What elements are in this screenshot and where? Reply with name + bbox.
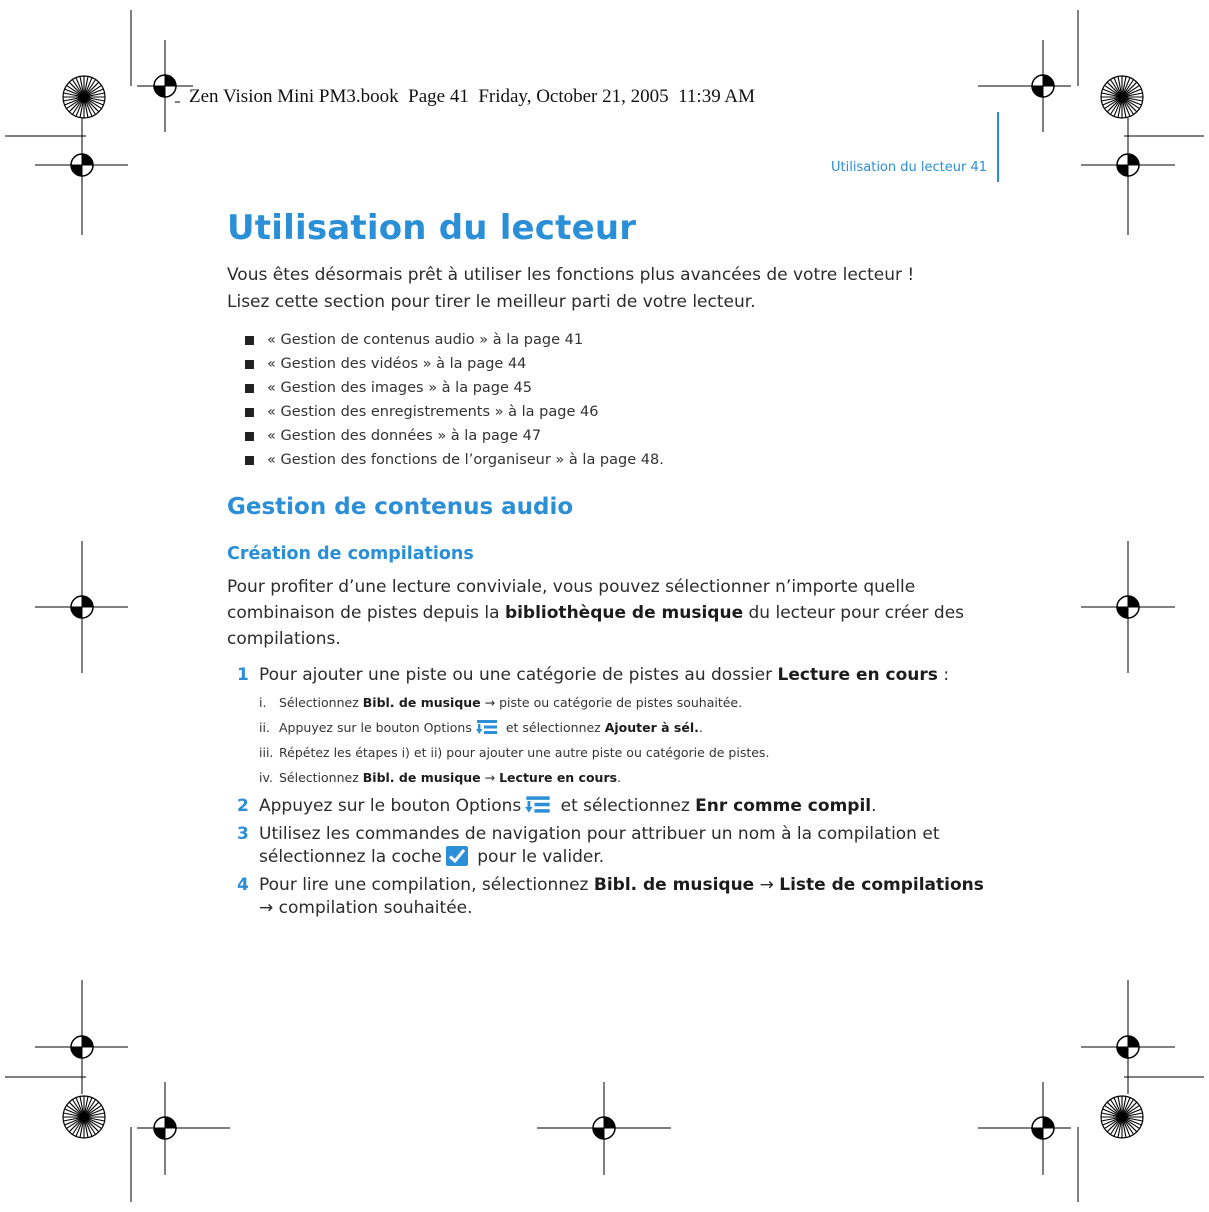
options-icon [524, 795, 552, 814]
substeps-list [259, 690, 987, 790]
arrow-text: → [259, 898, 279, 918]
link-text[interactable]: « Gestion des données » à la page 47 [267, 428, 542, 444]
list-item[interactable] [245, 400, 987, 424]
bullet-icon [245, 336, 254, 345]
step-text: Appuyez sur le bouton Options [259, 796, 522, 816]
substep-iv [259, 765, 987, 790]
checkmark-icon [446, 846, 468, 866]
step-text: et sélectionnez [555, 796, 696, 816]
page-title: Utilisation du lecteur [227, 208, 637, 248]
section-links [227, 328, 987, 472]
step-text: : [937, 665, 950, 685]
step-bold: Liste de compilations [779, 875, 984, 895]
step-text: . [871, 796, 877, 816]
color-bar-icon [63, 76, 105, 118]
step-bold: Enr comme compil [695, 796, 872, 816]
bullet-icon [245, 432, 254, 441]
substep-text: Sélectionnez [279, 770, 363, 785]
arrow-text: → [480, 770, 500, 785]
list-item[interactable] [245, 424, 987, 448]
step-text: Pour ajouter une piste ou une catégorie de pistes au dossier [259, 665, 778, 685]
substep-number: iii. [259, 745, 274, 760]
step-number: 3 [237, 824, 249, 844]
substep-number: iv. [259, 770, 273, 785]
bullet-icon [245, 456, 254, 465]
step-text: compilation souhaitée. [278, 898, 473, 918]
substep-number: i. [259, 695, 267, 710]
arrow-text: → [754, 875, 780, 895]
bullet-icon [245, 384, 254, 393]
intro-line-1: Vous êtes désormais prêt à utiliser les fonctions plus avancées de votre lecteur ! [227, 265, 915, 285]
substep-text: . [698, 720, 703, 735]
link-text[interactable]: « Gestion des fonctions de l’organiseur » à la page 48. [267, 452, 664, 468]
link-text[interactable]: « Gestion de contenus audio » à la page 41 [267, 332, 584, 348]
step-3 [227, 823, 987, 869]
step-4 [227, 874, 987, 920]
color-bar-icon [1101, 1096, 1143, 1138]
page-content [227, 208, 987, 925]
substep-bold: Bibl. de musique [362, 770, 481, 785]
subsection-title: Création de compilations [227, 544, 474, 564]
list-item[interactable] [245, 352, 987, 376]
substep-text: Répétez les étapes i) et ii) pour ajouter une autre piste ou catégorie de pistes. [279, 745, 770, 760]
body-paragraph [227, 574, 987, 652]
para-text: Pour profiter d’une lecture conviviale, vous pouvez sélectionner n’importe quelle combinaison de pistes depuis la [227, 577, 916, 623]
link-text[interactable]: « Gestion des vidéos » à la page 44 [267, 356, 527, 372]
step-number: 4 [237, 875, 249, 895]
para-bold: bibliothèque de musique [504, 603, 744, 623]
list-item[interactable] [245, 328, 987, 352]
step-bold: Lecture en cours [777, 665, 938, 685]
substep-text: Sélectionnez [279, 695, 363, 710]
step-number: 2 [237, 796, 249, 816]
substep-bold: Lecture en cours [499, 770, 618, 785]
section-title: Gestion de contenus audio [227, 494, 574, 520]
substep-text: et sélectionnez [501, 720, 605, 735]
bullet-icon [245, 360, 254, 369]
step-number: 1 [237, 665, 249, 685]
intro-text [227, 262, 987, 316]
substep-text: . [617, 770, 622, 785]
para-text: du lecteur pour créer des compilations. [227, 603, 965, 649]
substep-iii [259, 740, 987, 765]
substep-number: ii. [259, 720, 270, 735]
step-text: Utilisez les commandes de navigation pour attribuer un nom à la compilation et sélectionnez la coche [259, 824, 940, 867]
color-bar-icon [63, 1096, 105, 1138]
step-2 [227, 795, 987, 818]
substep-text: → piste ou catégorie de pistes souhaitée. [480, 695, 743, 710]
options-icon [475, 719, 499, 735]
bullet-icon [245, 408, 254, 417]
step-text: pour le valider. [471, 847, 605, 867]
list-item[interactable] [245, 448, 987, 472]
step-1 [227, 664, 987, 790]
steps-list [227, 664, 987, 920]
print-header: Zen Vision Mini PM3.book Page 41 Friday, October 21, 2005 11:39 AM [189, 86, 756, 107]
running-head: Utilisation du lecteur 41 [831, 160, 987, 175]
substep-text: Appuyez sur le bouton Options [279, 720, 472, 735]
link-text[interactable]: « Gestion des images » à la page 45 [267, 380, 532, 396]
substep-i [259, 690, 987, 715]
running-head-rule [997, 112, 999, 182]
list-item[interactable] [245, 376, 987, 400]
substep-ii [259, 715, 987, 740]
substep-bold: Bibl. de musique [362, 695, 481, 710]
substep-bold: Ajouter à sél. [604, 720, 699, 735]
step-bold: Bibl. de musique [593, 875, 755, 895]
link-text[interactable]: « Gestion des enregistrements » à la page 46 [267, 404, 599, 420]
color-bar-icon [1101, 76, 1143, 118]
step-text: Pour lire une compilation, sélectionnez [259, 875, 594, 895]
intro-line-2: Lisez cette section pour tirer le meilleur parti de votre lecteur. [227, 292, 756, 312]
